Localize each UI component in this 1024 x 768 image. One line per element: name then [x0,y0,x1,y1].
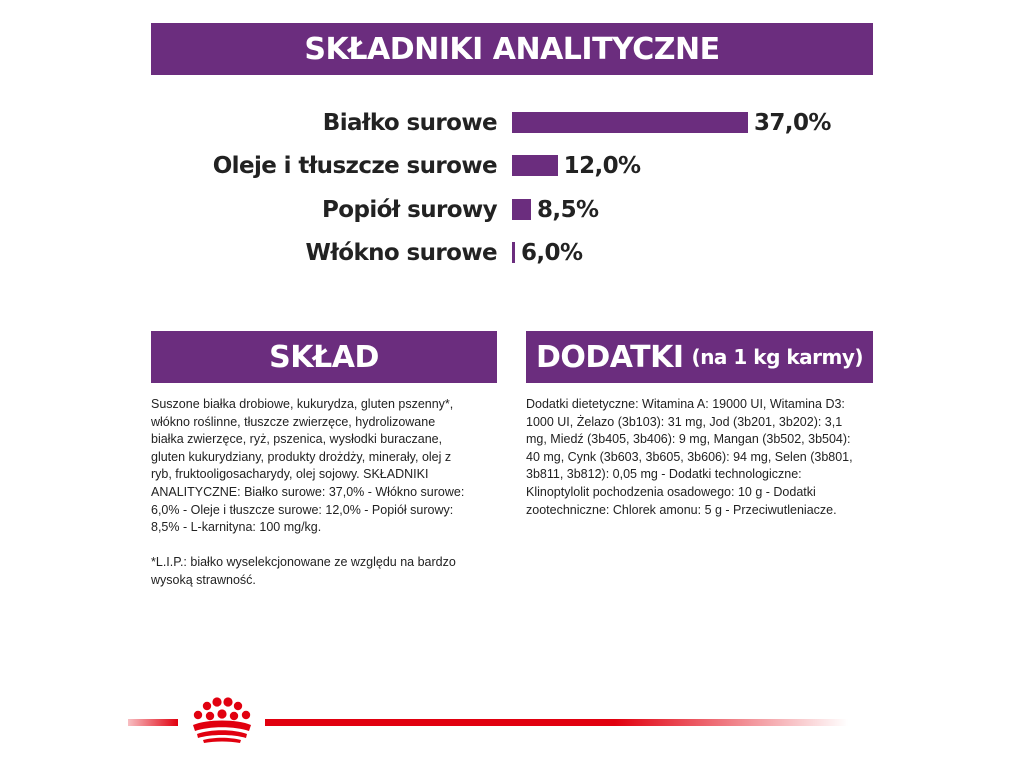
chart-row [0,103,1024,143]
composition-paragraph: Suszone białka drobiowe, kukurydza, gluten pszenny*, włókno roślinne, tłuszcze zwierzęce, hydrolizowane białka zwierzęce, ryż, pszenica, wysłodki buraczane, gluten kukurydziany, produkty drożdży, minerały, olej z ryb, fruktooligosacharydy, olej sojowy. SKŁADNIKI ANALITYCZNE: Białko surowe: 37,0% - Włókno surowe: 6,0% - Oleje i tłuszcze surowe: 12,0% - Popiół surowy: 8,5% - L-karnityna: 100 mg/kg. [151,397,465,535]
additives-text: Dodatki dietetyczne: Witamina A: 19000 UI, Witamina D3: 1000 UI, Żelazo (3b103): 31 mg, Jod (3b201, 3b202): 3,1 mg, Miedź (3b405, 3b406): 9 mg, Mangan (3b502, 3b504): 40 mg, Cynk (3b603, 3b605, 3b606): 94 mg, Selen (3b801, 3b811, 3b812): 0,05 mg - Dodatki technologiczne: Klinoptylolit pochodzenia osadowego: 10 g - Dodatki zootechniczne: Chlorek amonu: 5 g - Przeciwutleniacze. [526,397,853,517]
composition-footnote: *L.I.P.: białko wyselekcjonowane ze względu na bardzo wysoką strawność. [151,555,456,587]
chart-bar [512,112,748,133]
chart-row [0,233,1024,273]
chart-value-label: 6,0% [521,240,583,266]
additives-title-banner [526,331,873,383]
composition-title: SKŁAD [269,339,379,375]
composition-title-banner [151,331,497,383]
footer-brand-strip [128,695,848,745]
chart-category-label: Oleje i tłuszcze surowe [212,153,497,179]
chart-category-label: Białko surowe [322,110,497,136]
analytical-title-banner [151,23,873,75]
chart-row [0,146,1024,186]
composition-text [151,396,466,590]
chart-value-label: 8,5% [537,197,599,223]
analytical-title: SKŁADNIKI ANALITYCZNE [304,31,720,67]
additives-subtitle: (na 1 kg karmy) [691,345,864,369]
chart-category-label: Włókno surowe [305,240,497,266]
chart-row [0,190,1024,230]
additives-title: DODATKI [535,339,684,375]
red-line-left [128,719,178,726]
chart-value-label: 12,0% [563,153,641,179]
royal-canin-crown-icon [181,697,263,745]
chart-bar [512,242,515,263]
red-line-right [265,719,848,726]
chart-bar [512,199,531,220]
chart-bar [512,155,558,176]
chart-category-label: Popiół surowy [322,197,497,223]
chart-value-label: 37,0% [754,110,831,136]
